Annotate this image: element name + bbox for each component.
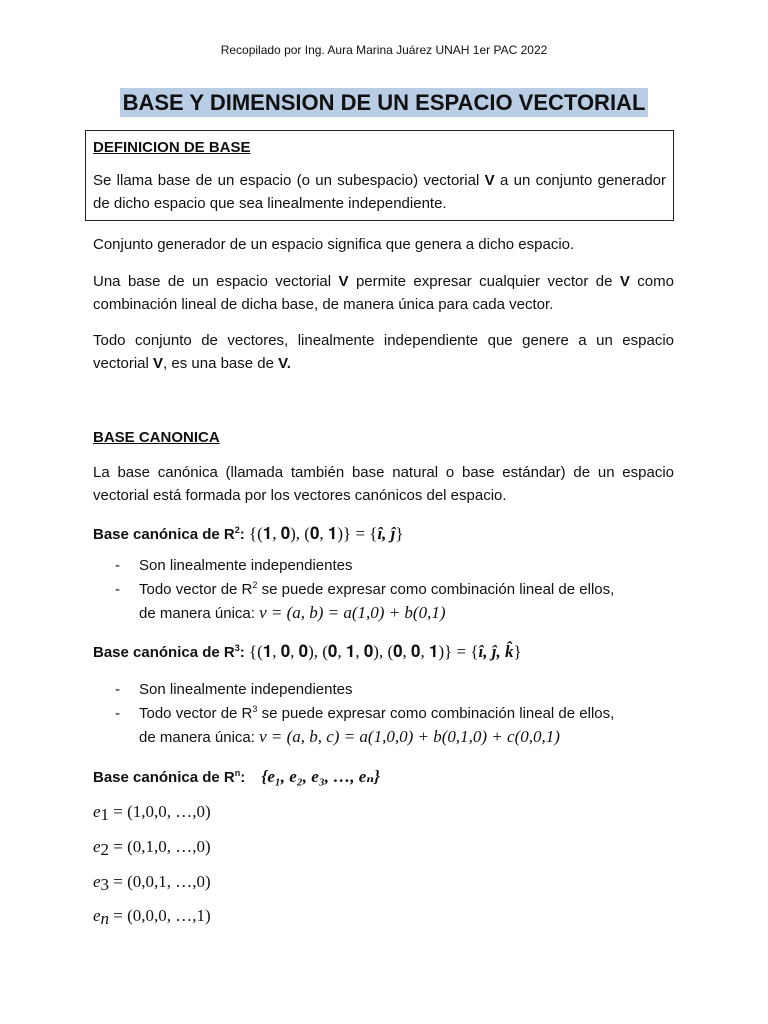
formula: v = (a, b) = a(1,0) + b(0,1): [259, 603, 446, 622]
text: permite expresar cualquier vector de: [348, 273, 620, 290]
r2-set: {(𝟏, 𝟎), (𝟎, 𝟏)} = {: [248, 524, 378, 543]
value: = (0,0,1, …,0): [109, 872, 211, 891]
definition-box: [85, 130, 674, 221]
text: como combinación lineal de dicha base, de manera única para cada vector.: [93, 273, 674, 313]
list-item: - Son linealmente independientes: [115, 681, 353, 698]
page-header: Recopilado por Ing. Aura Marina Juárez UNAH 1er PAC 2022: [220, 43, 548, 57]
colon: :: [240, 769, 246, 786]
exp: 3: [234, 643, 240, 653]
r2-hats: î, ĵ: [377, 524, 396, 543]
text: Una base de un espacio vectorial: [93, 273, 339, 290]
rn-set: {e₁, e₂, e₃, …, eₙ}: [261, 767, 380, 786]
paragraph-1: Conjunto generador de un espacio significa que genera a dicho espacio.: [93, 236, 575, 253]
r3-set: {(𝟏, 𝟎, 𝟎), (𝟎, 𝟏, 𝟎), (𝟎, 𝟎, 𝟏)} = {: [248, 642, 479, 661]
exp: 3: [252, 703, 258, 714]
text: Todo vector de R: [139, 704, 253, 722]
sub: 2: [100, 840, 110, 859]
text: Todo conjunto de vectores, linealmente independiente que genere a un espacio vectorial: [93, 332, 674, 372]
name: e: [93, 802, 101, 821]
paragraph-2: [93, 270, 674, 316]
list-item: - Son linealmente independientes: [115, 557, 353, 574]
sub: n: [100, 909, 110, 928]
label: Base canónica de R: [93, 644, 235, 661]
name: e: [93, 906, 101, 925]
r3-bullets: [115, 678, 675, 750]
sub: 3: [100, 875, 110, 894]
text: Se llama base de un espacio (o un subespacio) vectorial: [93, 172, 485, 189]
bold-v: V: [619, 273, 630, 290]
close: }: [395, 524, 404, 543]
vector-en: [93, 904, 674, 928]
exp: 2: [234, 525, 240, 535]
close: }: [513, 642, 522, 661]
value: = (0,1,0, …,0): [109, 837, 211, 856]
vector-e1: [93, 800, 674, 824]
vector-e2: [93, 835, 674, 859]
sub: 1: [100, 805, 110, 824]
text: , es una base de: [163, 355, 279, 372]
exp: 2: [252, 579, 258, 590]
page-title: [0, 88, 768, 118]
text: Todo vector de R: [139, 580, 253, 598]
text: a un conjunto generador de dicho espacio que sea linealmente independiente.: [93, 172, 666, 212]
title-text: BASE Y DIMENSION DE UN ESPACIO VECTORIAL: [120, 88, 649, 117]
text: se puede expresar como combinación lineal de ellos,: [257, 580, 615, 598]
definition-heading: DEFINICION DE BASE: [93, 139, 251, 156]
text: Son linealmente independientes: [139, 681, 353, 698]
bold-v: V: [338, 273, 349, 290]
canonica-heading: BASE CANONICA: [93, 429, 220, 446]
r2-bullets: [115, 554, 675, 626]
list-item: - Todo vector de $R^2$ se puede expresar como combinación lineal de ellos, de manera única: v = (a, b) = a(1,0) + b(0,1): [115, 579, 615, 622]
vector-e3: [93, 870, 674, 894]
formula: v = (a, b, c) = a(1,0,0) + b(0,1,0) + c(0,0,1): [259, 727, 560, 746]
list-item: - Todo vector de $R^3$ se puede expresar como combinación lineal de ellos, de manera única: v = (a, b, c) = a(1,0,0) + b(0,1,0) + c(0,0,1): [115, 703, 615, 746]
value: = (1,0,0, …,0): [109, 802, 211, 821]
definition-text: [93, 169, 666, 215]
text: de manera única:: [139, 605, 260, 622]
colon: :: [239, 526, 245, 543]
colon: :: [239, 644, 245, 661]
bold-v: V: [484, 172, 495, 189]
text: de manera única:: [139, 729, 260, 746]
r3-hats: î, ĵ, k̂: [478, 642, 514, 661]
value: = (0,0,0, …,1): [109, 906, 211, 925]
text: Son linealmente independientes: [139, 557, 353, 574]
name: e: [93, 872, 101, 891]
name: e: [93, 837, 101, 856]
text: se puede expresar como combinación lineal de ellos,: [257, 704, 615, 722]
label: Base canónica de R: [93, 769, 235, 786]
label: Base canónica de R: [93, 526, 235, 543]
paragraph-3: [93, 329, 674, 375]
rn-basis-line: [93, 765, 674, 789]
exp: n: [234, 768, 241, 778]
bold-v: V.: [278, 355, 291, 372]
bold-v: V: [153, 355, 164, 372]
r2-basis-line: [93, 522, 674, 546]
canonica-intro: La base canónica (llamada también base natural o base estándar) de un espacio vectorial está formada por los vectores canónicos del espacio.: [93, 464, 674, 504]
r3-basis-line: [93, 640, 674, 664]
